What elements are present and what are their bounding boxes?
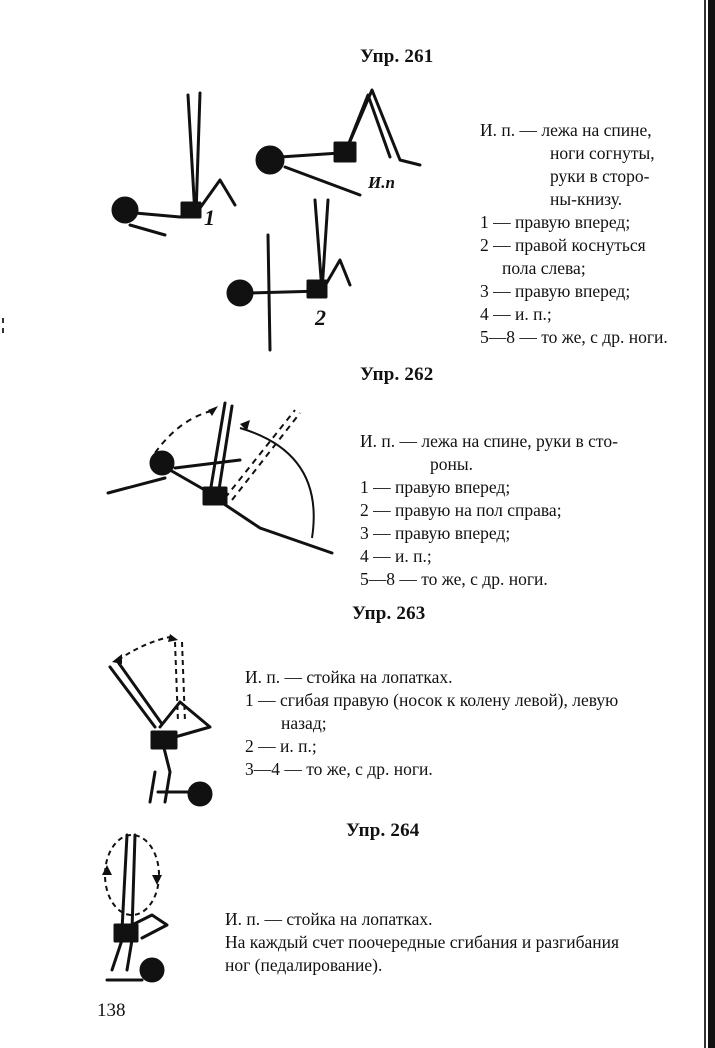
text-line: 5—8 — то же, с др. ноги. xyxy=(480,327,668,347)
exercise-262-figure xyxy=(100,398,340,563)
text-line: 1 — сгибая правую (носок к колену левой), левую xyxy=(245,690,619,710)
figure-label: 1 xyxy=(204,205,215,230)
text-line: И. п. — лежа на спине, руки в сто- xyxy=(360,431,618,451)
text-line: 4 — и. п.; xyxy=(480,304,552,324)
text-line: 1 — правую вперед; xyxy=(480,212,631,232)
exercise-262-title: Упр. 262 xyxy=(360,364,434,385)
text-line: 3 — правую вперед; xyxy=(480,281,631,301)
exercise-264-title: Упр. 264 xyxy=(346,820,420,841)
text-line: 5—8 — то же, с др. ноги. xyxy=(360,569,548,589)
page-number: 138 xyxy=(97,1000,126,1021)
text-line: 1 — правую вперед; xyxy=(360,477,511,497)
page-edge-line xyxy=(704,0,706,1048)
text-line: ног (педалирование). xyxy=(225,955,383,975)
figure-label: 2 xyxy=(315,305,326,330)
text-line: И. п. — стойка на лопатках. xyxy=(225,909,433,929)
text-line: пола слева; xyxy=(502,258,586,278)
text-line: И. п. — лежа на спине, xyxy=(480,120,652,140)
text-line: 3—4 — то же, с др. ноги. xyxy=(245,759,433,779)
exercise-263-title: Упр. 263 xyxy=(352,603,426,624)
figure-label: И.п xyxy=(368,173,395,192)
text-line: назад; xyxy=(281,713,327,733)
page-edge xyxy=(708,0,715,1048)
exercise-263-text xyxy=(245,666,618,781)
text-line: ноги согнуты, xyxy=(550,143,655,163)
text-line: На каждый счет поочередные сгибания и разгибания xyxy=(225,932,620,952)
text-line: 3 — правую вперед; xyxy=(360,523,511,543)
exercise-264-figure xyxy=(97,830,197,995)
text-line: ны-книзу. xyxy=(550,189,623,209)
text-line: 2 — и. п.; xyxy=(245,736,317,756)
text-line: руки в сторо- xyxy=(550,166,650,186)
margin-mark xyxy=(2,328,4,333)
text-line: 2 — правую на пол справа; xyxy=(360,500,562,520)
text-line: И. п. — стойка на лопатках. xyxy=(245,667,453,687)
text-line: роны. xyxy=(430,454,473,474)
exercise-261-title: Упр. 261 xyxy=(360,46,434,67)
exercise-262-text xyxy=(360,430,618,591)
text-line: 4 — и. п.; xyxy=(360,546,432,566)
exercise-263-figure xyxy=(100,632,220,812)
exercise-261-figure xyxy=(100,85,440,355)
exercise-264-text xyxy=(225,908,619,977)
margin-mark xyxy=(2,318,4,323)
text-line: 2 — правой коснуться xyxy=(480,235,646,255)
exercise-261-text xyxy=(480,119,668,349)
